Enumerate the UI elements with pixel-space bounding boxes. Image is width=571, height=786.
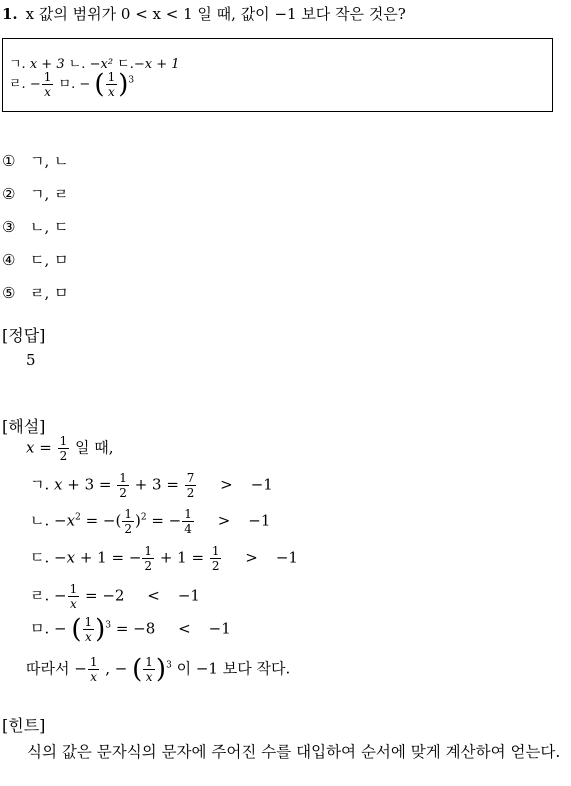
choice-5-number: ⑤ <box>2 284 16 302</box>
choice-3[interactable] <box>2 216 69 237</box>
choice-2[interactable] <box>2 183 69 204</box>
box-item-expr-2: −x² <box>89 57 114 72</box>
choice-4-number: ④ <box>2 251 16 269</box>
choice-3-number: ③ <box>2 218 16 236</box>
box-line-2 <box>9 71 134 98</box>
answer-heading: [정답] <box>2 326 46 345</box>
explanation-line-2: ㄴ. $-x^2$ = −( $\frac{1}{2}$ )$^2$ = − $\frac{1}{4}$ > −1 <box>30 507 271 536</box>
choice-3-text: ㄴ, ㄷ <box>30 218 69 236</box>
question-text: x 값의 범위가 0 < x < 1 일 때, 값이 −1 보다 작은 것은? <box>25 5 406 23</box>
choice-1-number: ① <box>2 152 16 170</box>
hint-text: 식의 값은 문자식의 문자에 주어진 수를 대입하여 순서에 맞게 계산하여 얻는다. <box>27 743 561 761</box>
explanation-line-3: ㄷ. −x + 1 = − $\frac{1}{2}$ + 1 = $\frac{1}{2}$ > −1 <box>30 544 298 573</box>
explanation-line-4: ㄹ. − $\frac{1}{x}$ = −2 < −1 <box>30 582 200 611</box>
box-item-label-5: ㅁ. <box>58 77 76 92</box>
choice-4[interactable] <box>2 249 69 270</box>
answer-value: 5 <box>26 351 36 369</box>
choice-1[interactable] <box>2 150 69 171</box>
choice-5[interactable] <box>2 282 69 303</box>
choice-5-text: ㄹ, ㅁ <box>30 284 69 302</box>
box-item-expr-5: − ( $\frac{1}{x}$ )$^3$ <box>79 69 135 100</box>
question <box>2 3 406 24</box>
explanation-intro-suffix: 일 때, <box>75 438 114 457</box>
explanation-heading: [해설] <box>2 417 46 436</box>
choice-4-text: ㄷ, ㅁ <box>30 251 69 269</box>
box-item-label-3: ㄷ. <box>117 57 134 72</box>
expression-box <box>2 38 553 112</box>
explanation-intro: x = $\frac{1}{2}$ 일 때, <box>26 434 114 463</box>
explanation-conclusion: 따라서 − $\frac{1}{x}$ , − ( $\frac{1}{x}$ )$^3$ 이 −1 보다 작다. <box>26 654 291 685</box>
choice-1-text: ㄱ, ㄴ <box>30 152 69 170</box>
explanation-line-1: ㄱ. x + 3 = $\frac{1}{2}$ + 3 = $\frac{7}{2}$ > −1 <box>30 471 273 500</box>
box-item-expr-1: x + 3 <box>29 57 65 72</box>
hint-heading: [힌트] <box>2 716 46 735</box>
explanation-line-5: ㅁ. − ( $\frac{1}{x}$ )$^3$ = −8 < −1 <box>30 614 231 645</box>
box-item-label-2: ㄴ. <box>68 57 86 72</box>
choice-2-text: ㄱ, ㄹ <box>30 185 69 203</box>
box-item-expr-4: − $\frac{1}{x}$ <box>29 70 52 99</box>
box-item-label-1: ㄱ. <box>9 57 26 72</box>
box-item-label-4: ㄹ. <box>9 77 26 92</box>
box-item-expr-3: −x + 1 <box>133 57 180 72</box>
choice-2-number: ② <box>2 185 16 203</box>
question-number: 1. <box>2 5 18 23</box>
